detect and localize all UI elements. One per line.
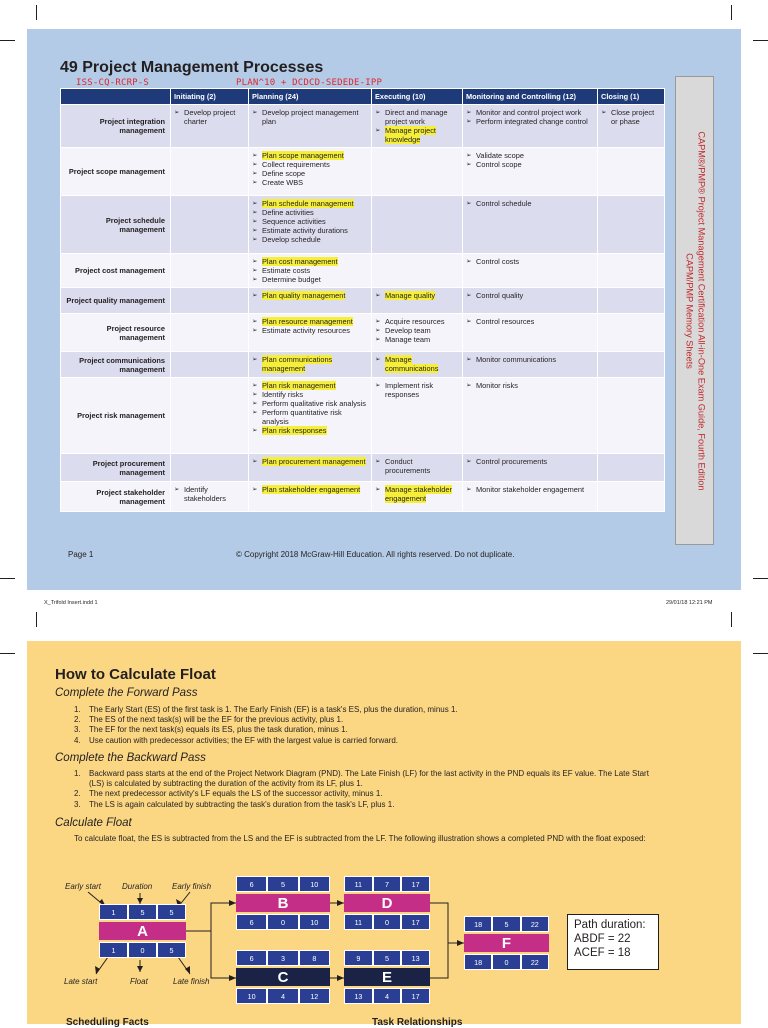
crop-mark — [753, 653, 768, 654]
process-list — [466, 257, 594, 266]
process-item — [252, 326, 368, 335]
process-list — [466, 457, 594, 466]
node-c-name: C — [236, 968, 330, 986]
process-text: Identify stakeholders — [184, 485, 226, 503]
monitoring-cell — [463, 378, 598, 454]
list-item: 3. The LS is again calculated by subtracting the task's duration from the task's LF, plus 1. — [74, 799, 395, 809]
closing-cell — [598, 454, 665, 482]
process-item — [252, 317, 368, 326]
float-description: To calculate float, the ES is subtracted from the LS and the EF is subtracted from the LF. The following illustration shows a completed PND with the float exposed: — [74, 834, 646, 843]
monitoring-cell — [463, 196, 598, 254]
node-f-float: 0 — [492, 954, 520, 970]
node-e-early-finish: 13 — [401, 950, 430, 966]
process-list — [252, 381, 368, 435]
node-b-late-start: 6 — [236, 914, 267, 930]
initiating-cell — [171, 314, 249, 352]
process-list — [466, 317, 594, 326]
process-list — [466, 108, 594, 126]
sidebar-subtitle: CAPM/PMP Memory Sheets — [684, 252, 695, 369]
initiating-cell — [171, 352, 249, 378]
process-item — [252, 151, 368, 160]
process-list — [466, 199, 594, 208]
process-item — [252, 108, 368, 126]
executing-cell — [372, 482, 463, 512]
process-text: Sequence activities — [262, 217, 326, 226]
process-list — [375, 485, 459, 503]
legend-early-start-label: Early start — [65, 882, 102, 891]
node-c-late-start: 10 — [236, 988, 267, 1004]
process-item — [466, 291, 594, 300]
node-b-float: 0 — [267, 914, 298, 930]
knowledge-area-cell: Project cost management — [61, 254, 171, 288]
executing-cell — [372, 196, 463, 254]
process-item — [252, 275, 368, 284]
process-item — [466, 108, 594, 117]
table-header-row — [61, 89, 665, 105]
planning-cell — [249, 148, 372, 196]
calculate-float-heading: Calculate Float — [55, 817, 132, 829]
node-c-early-finish: 8 — [299, 950, 330, 966]
process-list — [375, 457, 459, 475]
planning-cell — [249, 352, 372, 378]
highlighted-process-text: Plan schedule management — [262, 199, 354, 208]
column-header: Executing (10) — [372, 89, 463, 105]
process-text: Monitor risks — [476, 381, 518, 390]
node-a-early-finish: 5 — [157, 904, 186, 920]
process-text: Define activities — [262, 208, 314, 217]
closing-cell — [598, 352, 665, 378]
column-header: Closing (1) — [598, 89, 665, 105]
process-text: Collect requirements — [262, 160, 330, 169]
planning-cell — [249, 454, 372, 482]
closing-cell — [598, 482, 665, 512]
process-list — [252, 199, 368, 244]
node-b-late-finish: 10 — [299, 914, 330, 930]
knowledge-area-cell: Project scope management — [61, 148, 171, 196]
slug-filename: X_Trifold Insert.indd 1 — [44, 600, 98, 606]
process-list — [174, 108, 245, 126]
executing-cell — [372, 378, 463, 454]
closing-cell — [598, 254, 665, 288]
crop-mark — [0, 653, 15, 654]
process-text: Perform quantitative risk analysis — [262, 408, 342, 426]
process-item — [252, 408, 368, 426]
initiating-cell — [171, 105, 249, 148]
executing-cell — [372, 254, 463, 288]
initiating-cell — [171, 148, 249, 196]
crop-mark — [36, 612, 37, 627]
process-item — [252, 178, 368, 187]
slug-datetime: 29/01/18 12:21 PM — [666, 600, 713, 606]
process-text: Monitor and control project work — [476, 108, 582, 117]
node-e-name: E — [344, 968, 430, 986]
book-title-sidebar — [675, 76, 714, 545]
initiating-cell — [171, 482, 249, 512]
node-d-name: D — [344, 894, 430, 912]
column-header: Planning (24) — [249, 89, 372, 105]
process-item — [252, 235, 368, 244]
table-row — [61, 105, 665, 148]
process-item — [252, 399, 368, 408]
column-header: Monitoring and Controlling (12) — [463, 89, 598, 105]
scheduling-facts-heading: Scheduling Facts — [66, 1017, 149, 1028]
knowledge-area-cell: Project schedule management — [61, 196, 171, 254]
list-item: 1. The Early Start (ES) of the first task is 1. The Early Finish (EF) is a task's ES, plus the duration, minus 1. — [74, 705, 458, 714]
process-text: Define scope — [262, 169, 306, 178]
process-text: Create WBS — [262, 178, 304, 187]
knowledge-area-cell: Project resource management — [61, 314, 171, 352]
monitoring-cell — [463, 148, 598, 196]
process-text: Monitor stakeholder engagement — [476, 485, 585, 494]
highlighted-process-text: Manage project knowledge — [385, 126, 436, 144]
highlighted-process-text: Plan risk responses — [262, 426, 327, 435]
process-item — [252, 291, 368, 300]
process-text: Control costs — [476, 257, 520, 266]
path-acef: ACEF = 18 — [574, 947, 631, 959]
process-item — [252, 457, 368, 466]
node-b-name: B — [236, 894, 330, 912]
executing-cell — [372, 314, 463, 352]
monitoring-cell — [463, 454, 598, 482]
process-text: Control procurements — [476, 457, 548, 466]
process-text: Estimate activity durations — [262, 226, 348, 235]
process-item — [252, 199, 368, 208]
process-list — [252, 257, 368, 284]
table-row — [61, 482, 665, 512]
node-d-late-finish: 17 — [401, 914, 430, 930]
process-list — [252, 151, 368, 187]
monitoring-cell — [463, 482, 598, 512]
crop-mark — [0, 578, 15, 579]
backward-pass-steps — [74, 769, 664, 810]
node-e-late-finish: 17 — [401, 988, 430, 1004]
column-header — [61, 89, 171, 105]
node-f-name: F — [464, 934, 549, 952]
process-list — [252, 355, 368, 373]
process-item — [375, 317, 459, 326]
executing-cell — [372, 352, 463, 378]
list-item: 4. Use caution with predecessor activities; the EF with the largest value is carried forward. — [74, 735, 399, 745]
sidebar-book-title: CAPM®/PMP® Project Management Certification All-in-One Exam Guide, Fourth Edition — [696, 130, 706, 491]
process-text: Control quality — [476, 291, 524, 300]
highlighted-process-text: Plan scope management — [262, 151, 344, 160]
node-d-late-start: 11 — [344, 914, 373, 930]
backward-pass-heading: Complete the Backward Pass — [55, 752, 206, 764]
monitoring-cell — [463, 254, 598, 288]
copyright-notice: © Copyright 2018 McGraw-Hill Education. All rights reserved. Do not duplicate. — [236, 550, 515, 559]
process-text: Develop project charter — [184, 108, 236, 126]
process-item — [252, 217, 368, 226]
process-item — [252, 169, 368, 178]
process-text: Estimate costs — [262, 266, 311, 275]
process-text: Identify risks — [262, 390, 304, 399]
process-text: Estimate activity resources — [262, 326, 350, 335]
executing-cell — [372, 148, 463, 196]
process-item — [466, 160, 594, 169]
process-item — [466, 199, 594, 208]
highlighted-process-text: Plan resource management — [262, 317, 353, 326]
process-item — [466, 117, 594, 126]
sidebar-text — [683, 83, 706, 538]
planning-cell — [249, 482, 372, 512]
list-item: 1. Backward pass starts at the end of the Project Network Diagram (PND). The Late Finish (LF) for the last activity in the PND equals its EF value. The Late Start (LS) is calculated by subtracting the duration of the activity from its LF, plus 1. — [74, 769, 649, 789]
closing-cell — [598, 148, 665, 196]
path-duration-box — [567, 914, 659, 970]
process-item — [466, 257, 594, 266]
list-item: 3. The EF for the next task(s) equals its ES, plus the task duration, minus 1. — [74, 725, 348, 735]
forward-pass-steps — [74, 705, 664, 746]
node-e-float: 4 — [373, 988, 402, 1004]
initiating-cell — [171, 254, 249, 288]
process-list — [375, 291, 459, 300]
knowledge-area-cell: Project procurement management — [61, 454, 171, 482]
process-list — [375, 355, 459, 373]
process-list — [375, 108, 459, 144]
node-a-name: A — [99, 922, 186, 940]
highlighted-process-text: Plan cost management — [262, 257, 338, 266]
node-f-late-finish: 22 — [521, 954, 549, 970]
process-list — [252, 108, 368, 126]
planning-cell — [249, 105, 372, 148]
process-text: Perform qualitative risk analysis — [262, 399, 366, 408]
process-item — [375, 485, 459, 503]
process-item — [252, 355, 368, 373]
node-c-early-start: 6 — [236, 950, 267, 966]
table-row — [61, 148, 665, 196]
highlighted-process-text: Manage stakeholder engagement — [385, 485, 452, 503]
process-item — [174, 485, 245, 503]
process-item — [252, 426, 368, 435]
node-b-early-finish: 10 — [299, 876, 330, 892]
planning-cell — [249, 314, 372, 352]
monitoring-cell — [463, 314, 598, 352]
process-text: Validate scope — [476, 151, 524, 160]
closing-cell — [598, 105, 665, 148]
process-item — [466, 317, 594, 326]
closing-cell — [598, 196, 665, 254]
process-item — [375, 335, 459, 344]
process-text: Direct and manage project work — [385, 108, 448, 126]
legend-late-finish-label: Late finish — [173, 977, 210, 986]
initiating-cell — [171, 288, 249, 314]
process-list — [466, 355, 594, 364]
monitoring-cell — [463, 105, 598, 148]
process-item — [252, 226, 368, 235]
crop-mark — [731, 612, 732, 627]
list-item: 2. The next predecessor activity's LF equals the LS of the successor activity, minus 1. — [74, 789, 383, 799]
handwritten-annotation-left: ISS-CQ-RCRP-S — [76, 78, 150, 88]
node-c-late-finish: 12 — [299, 988, 330, 1004]
executing-cell — [372, 288, 463, 314]
planning-cell — [249, 196, 372, 254]
process-item — [466, 355, 594, 364]
legend-early-finish-label: Early finish — [172, 882, 212, 891]
highlighted-process-text: Plan quality management — [262, 291, 346, 300]
process-text: Acquire resources — [385, 317, 445, 326]
initiating-cell — [171, 196, 249, 254]
process-item — [252, 381, 368, 390]
column-header: Initiating (2) — [171, 89, 249, 105]
crop-mark — [36, 5, 37, 20]
process-item — [252, 257, 368, 266]
table-row — [61, 352, 665, 378]
node-c-duration: 3 — [267, 950, 298, 966]
section-title: How to Calculate Float — [55, 666, 216, 683]
table-row — [61, 314, 665, 352]
knowledge-area-cell: Project risk management — [61, 378, 171, 454]
process-list — [252, 291, 368, 300]
process-item — [375, 457, 459, 475]
highlighted-process-text: Plan communications management — [262, 355, 333, 373]
crop-mark — [0, 40, 15, 41]
highlighted-process-text: Plan stakeholder engagement — [262, 485, 361, 494]
highlighted-process-text: Plan risk management — [262, 381, 336, 390]
process-item — [375, 108, 459, 126]
process-list — [252, 457, 368, 466]
process-item — [466, 151, 594, 160]
monitoring-cell — [463, 288, 598, 314]
page-number: Page 1 — [68, 550, 94, 559]
process-item — [252, 485, 368, 494]
node-e-late-start: 13 — [344, 988, 373, 1004]
closing-cell — [598, 314, 665, 352]
table-row — [61, 196, 665, 254]
node-e-early-start: 9 — [344, 950, 373, 966]
node-f-early-finish: 22 — [521, 916, 549, 932]
table-row — [61, 454, 665, 482]
process-text: Perform integrated change control — [476, 117, 588, 126]
task-relationships-heading: Task Relationships — [372, 1017, 463, 1028]
node-f-late-start: 18 — [464, 954, 492, 970]
process-item — [375, 326, 459, 335]
process-list — [466, 485, 594, 494]
closing-cell — [598, 288, 665, 314]
knowledge-area-cell: Project quality management — [61, 288, 171, 314]
initiating-cell — [171, 378, 249, 454]
process-item — [601, 108, 661, 126]
crop-mark — [753, 578, 768, 579]
process-list — [252, 317, 368, 335]
process-list — [601, 108, 661, 126]
node-d-duration: 7 — [373, 876, 402, 892]
node-a-float: 0 — [128, 942, 157, 958]
process-item — [466, 381, 594, 390]
knowledge-area-cell: Project communications management — [61, 352, 171, 378]
process-list — [174, 485, 245, 503]
path-duration-heading: Path duration: — [574, 919, 646, 931]
crop-mark — [753, 40, 768, 41]
node-e-duration: 5 — [373, 950, 402, 966]
process-text: Develop team — [385, 326, 431, 335]
handwritten-annotation-right: PLAN^10 + DCDCD-SEDEDE-IPP — [236, 78, 383, 88]
node-c-float: 4 — [267, 988, 298, 1004]
executing-cell — [372, 105, 463, 148]
knowledge-area-cell: Project stakeholder management — [61, 482, 171, 512]
monitoring-cell — [463, 352, 598, 378]
node-a-duration: 5 — [128, 904, 157, 920]
process-text: Implement risk responses — [385, 381, 434, 399]
node-f-duration: 5 — [492, 916, 520, 932]
node-b-duration: 5 — [267, 876, 298, 892]
planning-cell — [249, 254, 372, 288]
table-row — [61, 254, 665, 288]
process-list — [375, 381, 459, 399]
process-text: Develop project management plan — [262, 108, 359, 126]
process-list — [252, 485, 368, 494]
legend-duration-label: Duration — [122, 882, 153, 891]
legend-float-label: Float — [130, 977, 148, 986]
node-a-early-start: 1 — [99, 904, 128, 920]
process-item — [375, 126, 459, 144]
process-table — [60, 88, 665, 512]
highlighted-process-text: Manage communications — [385, 355, 439, 373]
node-b-early-start: 6 — [236, 876, 267, 892]
crop-mark — [731, 5, 732, 20]
forward-pass-heading: Complete the Forward Pass — [55, 687, 198, 699]
highlighted-process-text: Manage quality — [385, 291, 436, 300]
process-list — [466, 381, 594, 390]
process-list — [466, 291, 594, 300]
process-list — [375, 317, 459, 344]
process-text: Control scope — [476, 160, 522, 169]
table-row — [61, 378, 665, 454]
process-item — [252, 390, 368, 399]
process-item — [375, 381, 459, 399]
node-a-late-start: 1 — [99, 942, 128, 958]
process-text: Close project or phase — [611, 108, 655, 126]
process-item — [466, 485, 594, 494]
path-abdf: ABDF = 22 — [574, 933, 631, 945]
node-f-early-start: 18 — [464, 916, 492, 932]
process-text: Control schedule — [476, 199, 532, 208]
process-list — [466, 151, 594, 169]
page-title: 49 Project Management Processes — [60, 59, 324, 76]
process-item — [252, 160, 368, 169]
process-text: Monitor communications — [476, 355, 557, 364]
process-item — [174, 108, 245, 126]
list-item: 2. The ES of the next task(s) will be the EF for the previous activity, plus 1. — [74, 715, 344, 725]
planning-cell — [249, 288, 372, 314]
process-item — [375, 291, 459, 300]
node-d-early-start: 11 — [344, 876, 373, 892]
closing-cell — [598, 378, 665, 454]
process-text: Determine budget — [262, 275, 321, 284]
node-d-float: 0 — [373, 914, 402, 930]
table-row — [61, 288, 665, 314]
process-item — [375, 355, 459, 373]
executing-cell — [372, 454, 463, 482]
initiating-cell — [171, 454, 249, 482]
node-a-late-finish: 5 — [157, 942, 186, 958]
process-item — [466, 457, 594, 466]
process-text: Control resources — [476, 317, 535, 326]
process-text: Conduct procurements — [385, 457, 431, 475]
legend-late-start-label: Late start — [64, 977, 98, 986]
process-item — [252, 266, 368, 275]
planning-cell — [249, 378, 372, 454]
process-text: Manage team — [385, 335, 431, 344]
node-d-early-finish: 17 — [401, 876, 430, 892]
process-item — [252, 208, 368, 217]
highlighted-process-text: Plan procurement management — [262, 457, 366, 466]
process-text: Develop schedule — [262, 235, 321, 244]
knowledge-area-cell: Project integration management — [61, 105, 171, 148]
